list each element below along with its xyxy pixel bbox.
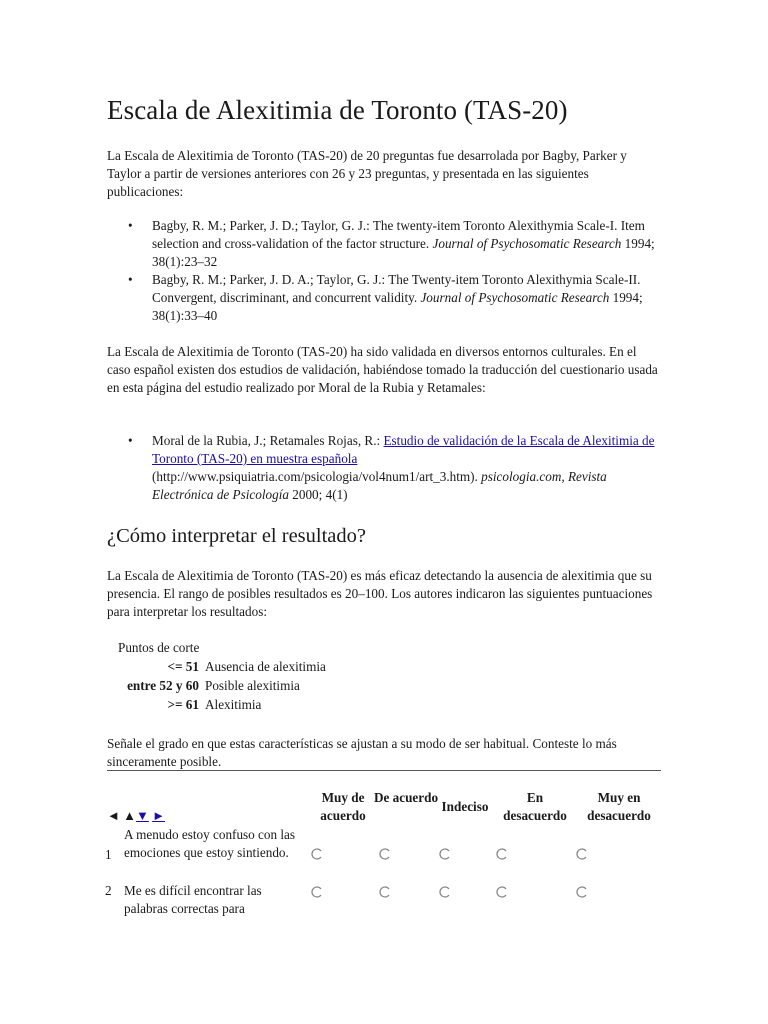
question-row xyxy=(107,826,667,880)
header-en-desacuerdo: En desacuerdo xyxy=(503,790,567,823)
question-text: A menudo estoy confuso con las emociones que estoy sintiendo. xyxy=(124,827,296,860)
nav-right-icon[interactable]: ► xyxy=(152,808,165,823)
question-number: 1 xyxy=(105,847,112,862)
divider xyxy=(107,770,661,771)
bullet-icon: • xyxy=(128,433,133,448)
section-heading: ¿Cómo interpretar el resultado? xyxy=(107,525,366,547)
page-title: Escala de Alexitimia de Toronto (TAS-20) xyxy=(107,95,568,125)
table-row: >= 61 Alexitimia xyxy=(167,697,262,712)
question-row xyxy=(107,882,667,922)
reference-list-validation xyxy=(107,432,659,504)
radio-indeciso[interactable] xyxy=(439,886,451,898)
instruction-paragraph: Señale el grado en que estas características se ajustan a su modo de ser habitual. Conteste lo más sinceramente posible. xyxy=(107,736,617,769)
list-item: • Moral de la Rubia, J.; Retamales Rojas, R.: Estudio de validación de la Escala de Alexitimia de Toronto (TAS-20) en muestra española (http://www.psiquiatria.com/psicologia/vol4num1/art_3.htm). psicologia.com, Revista Electrónica de Psicología 2000; 4(1) xyxy=(128,433,655,502)
table-row: entre 52 y 60 Posible alexitimia xyxy=(127,678,300,693)
header-indeciso: Indeciso xyxy=(441,799,489,814)
validation-paragraph: La Escala de Alexitimia de Toronto (TAS-20) ha sido validada en diversos entornos culturales. En el caso español existen dos estudios de validación, habiéndose tomado la traducción del cuestionario usada en esta página del estudio realizado por Moral de la Rubia y Retamales: xyxy=(107,344,658,395)
list-item: • Bagby, R. M.; Parker, J. D.; Taylor, G. J.: The twenty-item Toronto Alexithymia Scale-I. Item selection and cross-validation of the factor structure. Journal of Psychosomatic Research 1994; 38(1):23–32 xyxy=(128,218,655,269)
question-navigation xyxy=(107,807,165,825)
reference-list-original xyxy=(107,217,659,325)
interpret-paragraph: La Escala de Alexitimia de Toronto (TAS-20) es más eficaz detectando la ausencia de alexitimia que su presencia. El rango de posibles resultados es 20–100. Los autores indicaron las siguientes puntuaciones para interpretar los resultados: xyxy=(107,568,653,619)
bullet-icon: • xyxy=(128,218,133,233)
radio-muy-de-acuerdo[interactable] xyxy=(311,848,323,860)
intro-paragraph: La Escala de Alexitimia de Toronto (TAS-20) de 20 preguntas fue desarrolada por Bagby, Parker y Taylor a partir de versiones anteriores con 26 y 23 preguntas, y presentada en las siguientes publicaciones: xyxy=(107,148,627,199)
cutoff-table xyxy=(112,638,664,714)
header-muy-de-acuerdo: Muy de acuerdo xyxy=(320,790,366,823)
radio-muy-en-desacuerdo[interactable] xyxy=(576,848,588,860)
nav-down-icon[interactable]: ▼ xyxy=(136,808,149,823)
radio-en-desacuerdo[interactable] xyxy=(496,886,508,898)
list-item: • Bagby, R. M.; Parker, J. D. A.; Taylor, G. J.: The Twenty-item Toronto Alexithymia Scale-II. Convergent, discriminant, and concurrent validity. Journal of Psychosomatic Research 1994; 38(1):33–40 xyxy=(128,272,643,323)
radio-de-acuerdo[interactable] xyxy=(379,848,391,860)
radio-muy-de-acuerdo[interactable] xyxy=(311,886,323,898)
table-row: <= 51 Ausencia de alexitimia xyxy=(167,659,326,674)
nav-left-icon[interactable]: ◄ xyxy=(107,808,120,823)
question-number: 2 xyxy=(105,883,112,898)
header-de-acuerdo: De acuerdo xyxy=(373,790,439,805)
radio-de-acuerdo[interactable] xyxy=(379,886,391,898)
radio-muy-en-desacuerdo[interactable] xyxy=(576,886,588,898)
cutoff-caption: Puntos de corte xyxy=(118,640,200,655)
radio-indeciso[interactable] xyxy=(439,848,451,860)
validation-study-link[interactable]: Estudio de validación de la Escala de Alexitimia de Toronto (TAS-20) en muestra española xyxy=(152,433,655,466)
radio-en-desacuerdo[interactable] xyxy=(496,848,508,860)
nav-up-icon[interactable]: ▲ xyxy=(123,808,136,823)
header-muy-en-desacuerdo: Muy en desacuerdo xyxy=(587,790,651,823)
question-text: Me es difícil encontrar las palabras correctas para xyxy=(124,883,262,916)
bullet-icon: • xyxy=(128,272,133,287)
